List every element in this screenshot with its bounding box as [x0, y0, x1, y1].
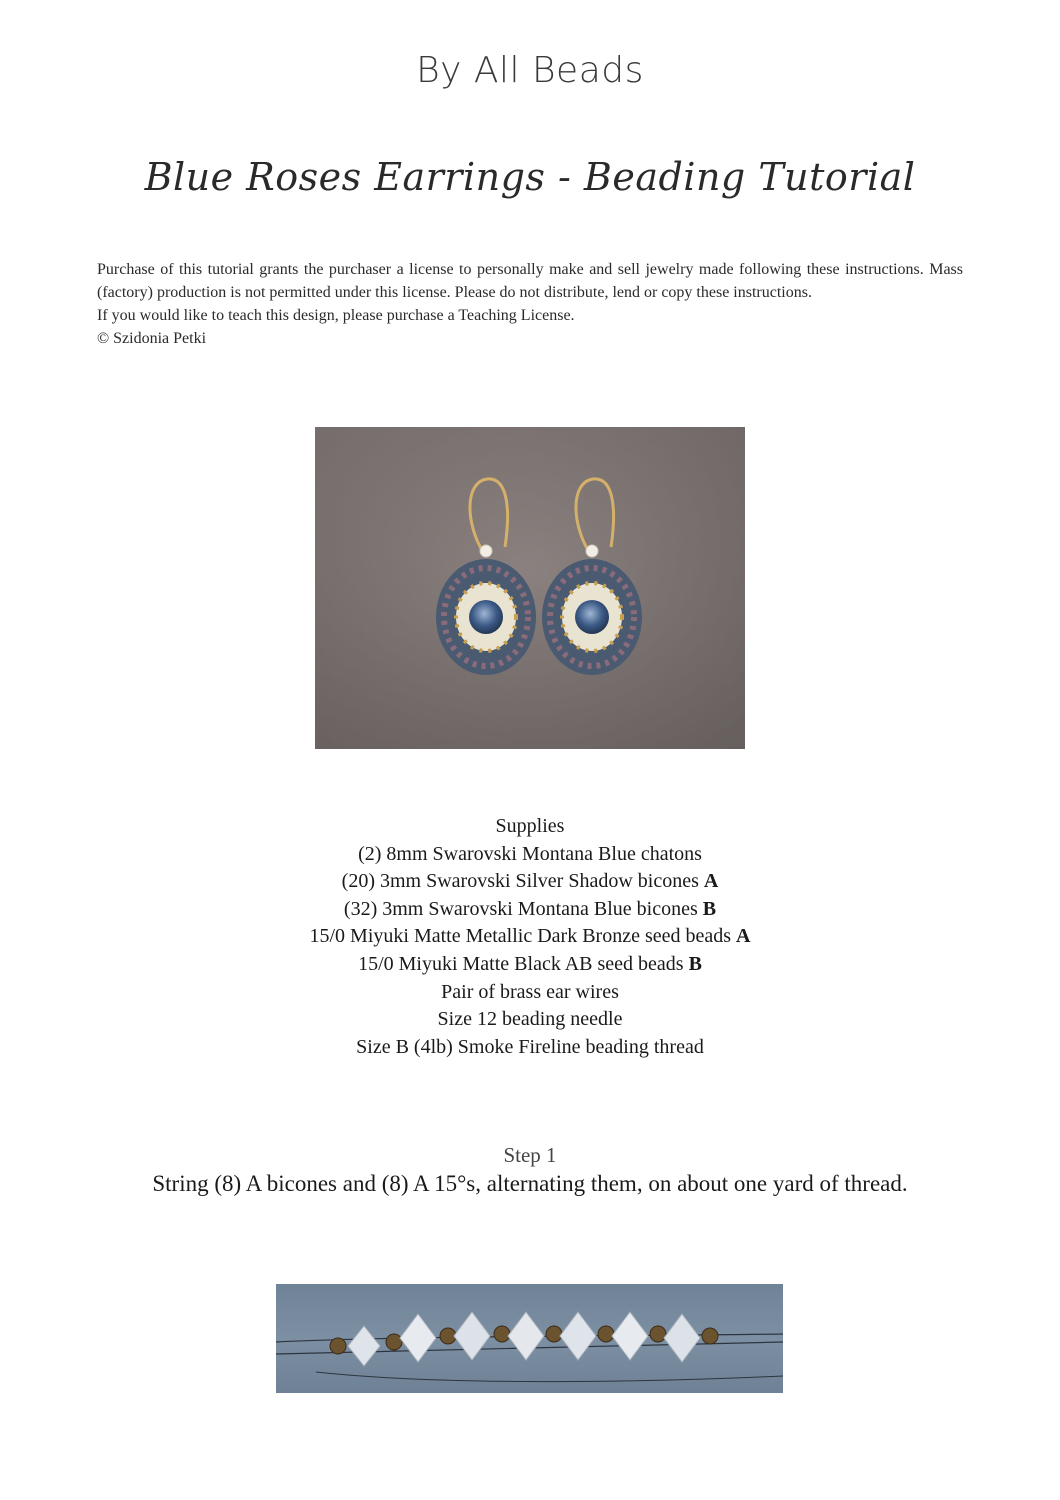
license-paragraph: Purchase of this tutorial grants the purchaser a license to personally make and sell jewelry made following these instructions. Mass (factory) production is not permitted under this license. Please do not distribute, lend or copy these instructions. — [97, 261, 963, 301]
brand-name: By All Beads — [416, 50, 644, 91]
supply-item: Size 12 beading needle — [437, 1008, 623, 1031]
copyright-notice: © Szidonia Petki — [97, 330, 207, 347]
supply-item: (20) 3mm Swarovski Silver Shadow bicones A — [341, 870, 719, 893]
supply-item: 15/0 Miyuki Matte Metallic Dark Bronze seed beads A — [309, 925, 751, 948]
step-1-heading: Step 1 — [503, 1143, 557, 1167]
supply-item: Pair of brass ear wires — [441, 980, 619, 1003]
page-title: Blue Roses Earrings - Beading Tutorial — [144, 155, 916, 199]
bead-strand — [330, 1312, 718, 1366]
supplies-heading: Supplies — [495, 815, 565, 837]
earrings-photo — [315, 427, 745, 749]
supply-item: Size B (4lb) Smoke Fireline beading thread — [356, 1035, 704, 1058]
strung-beads-photo — [276, 1284, 783, 1393]
license-notice — [97, 258, 963, 350]
supply-item: (2) 8mm Swarovski Montana Blue chatons — [358, 842, 702, 865]
supplies-list — [0, 813, 1060, 1061]
step-1-instruction: String (8) A bicones and (8) A 15°s, alternating them, on about one yard of thread. — [152, 1171, 908, 1196]
teaching-license-note: If you would like to teach this design, please purchase a Teaching License. — [97, 307, 575, 324]
supply-item: (32) 3mm Swarovski Montana Blue bicones B — [343, 897, 717, 920]
supply-item: 15/0 Miyuki Matte Black AB seed beads B — [358, 952, 702, 975]
